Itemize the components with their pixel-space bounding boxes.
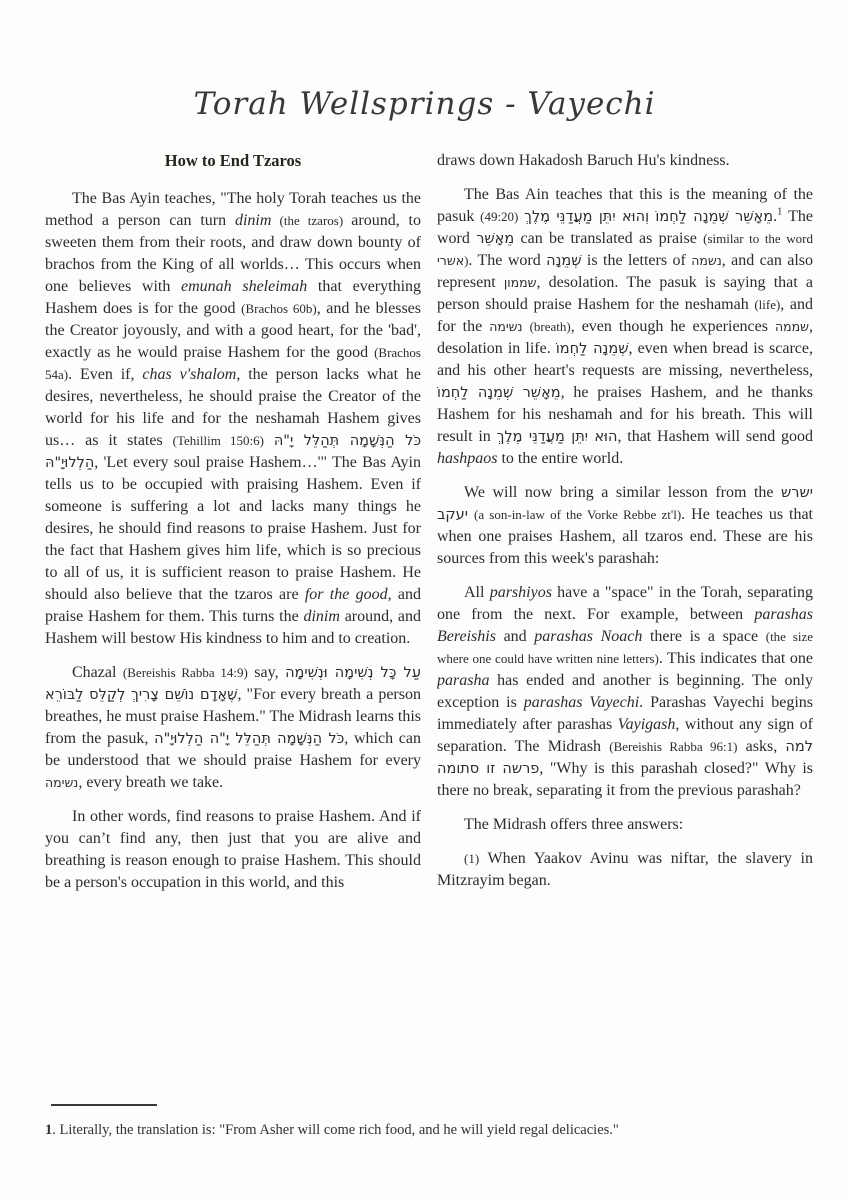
text-segment: draws down Hakadosh Baruch Hu's kindness. <box>437 152 730 169</box>
text-segment: say, <box>247 664 286 681</box>
text-segment: , every breath we take. <box>78 774 224 791</box>
text-segment: , without any sign of separation. The Midrash <box>437 716 813 755</box>
text-segment: The Midrash offers three answers: <box>464 816 684 833</box>
text-segment: . Parashas Vayechi begins immediately after parashas <box>437 694 813 733</box>
text-segment: , which can be understood that we should praise Hashem for every <box>45 730 421 769</box>
text-segment: can be translated as praise <box>514 230 704 247</box>
hebrew-text: עַל כָּל נְשִׁימָה וּנְשִׁימָה שֶׁאָדָם נוֹשֵׁם צָרִיךְ לְקַלֵּס לַבּוֹרֵא <box>45 665 421 703</box>
text-segment: (Bereishis Rabba 14:9) <box>122 665 248 680</box>
text-segment: (Brachos 60b) <box>241 301 317 316</box>
hebrew-text: נשימה <box>45 775 79 790</box>
text-segment: , "Why is this parashah closed?" Why is there no break, separating it from the previous parashah? <box>437 760 813 799</box>
text-segment: dinim <box>234 212 272 229</box>
hebrew-text: שממה <box>775 319 810 334</box>
paragraph <box>437 482 813 570</box>
text-segment: , desolation in life. <box>437 318 813 357</box>
text-segment: around, and Hashem will bestow His kindness to him and to creation. <box>45 608 421 647</box>
hebrew-text: מֵאָשֵׁר <box>476 231 515 247</box>
text-segment: (a son-in-law of the Vorke Rebbe zt'l) <box>473 507 682 522</box>
text-segment: hashpaos <box>437 450 498 467</box>
hebrew-text: נשימה <box>489 319 523 334</box>
text-segment: parashas Vayechi <box>523 694 640 711</box>
text-segment: around, to sweeten them from their roots, and draw down bounty of brachos from the King of all worlds… This occurs when one believes with <box>45 212 421 295</box>
text-segment <box>264 432 274 449</box>
text-segment: (Bereishis Rabba 96:1) <box>609 739 738 754</box>
text-segment: ) <box>464 253 469 268</box>
text-segment: In other words, find reasons to praise Hashem. And if you can’t find any, then just that you are alive and breathing is reason enough to praise Hashem. This should be a person's occupation in this world, and this <box>45 808 421 891</box>
text-segment: asks, <box>737 738 786 755</box>
text-segment: The word <box>437 208 813 247</box>
text-segment: parshiyos <box>489 584 552 601</box>
column-right <box>437 150 813 1104</box>
hebrew-text: מֵאָשֵׁר שְׁמֵנָה לַחְמוֹ <box>437 385 561 401</box>
text-segment <box>523 318 530 335</box>
text-segment: parashas Noach <box>534 628 643 645</box>
hebrew-text: מֵאָשֵׁר שְׁמֵנָה לַחְמוֹ וְהוּא יִתֵּן מַעֲדַנֵּי מֶלֶךְ <box>524 209 774 225</box>
footnote-block <box>45 1104 813 1140</box>
text-segment: chas v'shalom <box>142 366 237 383</box>
text-segment: , and praise Hashem for them. This turns the <box>45 586 421 625</box>
text-segment: , desolation. The pasuk is saying that a person should praise Hashem for the neshamah <box>437 274 813 313</box>
text-segment: , that Hashem will send good <box>617 428 813 445</box>
paragraph <box>437 814 813 836</box>
text-segment: . The word <box>468 252 547 269</box>
paragraph <box>45 662 421 794</box>
text-segment: . He teaches us that when one praises Hashem, all tzaros end. These are his sources from this week's parashah: <box>437 506 813 567</box>
hebrew-text: ישרש יעקב <box>437 485 813 523</box>
hebrew-text: שְׁמֵנָה לַחְמוֹ <box>555 341 629 357</box>
text-segment: , 'Let every soul praise Hashem…'" The Bas Ayin tells us to be occupied with praising Hashem. Even if someone is suffering a lot and lacks many things he desires, he should find reasons to praise Hashem. Just for the fact that Hashem gives him life, which is so precious to all of us, it is sufficient reason to praise Hashem. He should also believe that the tzaros are <box>45 454 421 603</box>
text-segment: (the size where one could have written nine letters) <box>437 629 813 666</box>
paragraph <box>437 848 813 892</box>
text-segment: The Bas Ain teaches that this is the meaning of the pasuk <box>437 186 813 225</box>
column-left <box>45 150 421 1104</box>
text-segment: for the good <box>304 586 388 603</box>
text-segment: (1) <box>464 851 480 866</box>
footnote-divider <box>51 1104 157 1106</box>
hebrew-text: שממון <box>503 275 537 290</box>
text-segment: , and can also represent <box>437 252 813 291</box>
paragraph <box>45 188 421 650</box>
text-segment: . This indicates that one <box>658 650 813 667</box>
text-segment: , the person lacks what he desires, nevertheless, he should praise the Creator of the world for his life and for the neshamah Hashem gives us… as it states <box>45 366 421 449</box>
text-segment: The Bas Ayin teaches, "The holy Torah teaches us the method a person can turn <box>45 190 421 229</box>
text-segment: (life) <box>754 297 781 312</box>
text-segment: , and he blesses the Creator joyously, and with a good heart, for the 'bad', exactly as he would praise Hashem for the good <box>45 300 421 361</box>
text-segment: that everything Hashem does is for the good <box>45 278 421 317</box>
text-segment: (the tzaros) <box>271 213 352 228</box>
text-segment: , even when bread is scarce, and his other heart's requests are missing, nevertheless, <box>437 340 813 379</box>
text-segment: parashas Bereishis <box>437 606 813 645</box>
text-segment: to the entire world. <box>497 450 624 467</box>
text-segment: there is a space <box>642 628 766 645</box>
text-segment: (similar to the word <box>703 231 813 246</box>
paragraph <box>437 184 813 470</box>
text-segment: , "For every breath a person breathes, he must praise Hashem." The Midrash learns this from the pasuk, <box>45 686 421 747</box>
text-segment: parasha <box>437 672 490 689</box>
text-segment: , he praises Hashem, and he thanks Hashem for his neshamah and for his breath. This will result in <box>437 384 813 445</box>
hebrew-text: אשרי <box>437 253 465 268</box>
text-segment: (49:20) <box>480 209 519 224</box>
paragraph <box>45 806 421 894</box>
text-segment: and <box>495 628 535 645</box>
footnote-text <box>45 1120 813 1140</box>
text-segment: emunah sheleimah <box>181 278 308 295</box>
text-segment: . Literally, the translation is: "From Asher will come rich food, and he will yield regal delicacies." <box>52 1122 619 1138</box>
hebrew-text: למה פרשה זו סתומה <box>437 739 813 777</box>
paragraph <box>437 582 813 802</box>
text-segment: (Brachos 54a) <box>45 345 421 382</box>
text-segment: When Yaakov Avinu was niftar, the slavery in Mitzrayim began. <box>437 850 813 889</box>
text-segment: (breath) <box>529 319 571 334</box>
text-segment: Chazal <box>72 664 123 681</box>
text-segment: . <box>773 208 778 225</box>
text-segment: All <box>464 584 490 601</box>
page-title: Torah Wellsprings - Vayechi <box>193 86 656 122</box>
text-segment: dinim <box>303 608 340 625</box>
paragraph <box>437 150 813 172</box>
hebrew-text: נשמה <box>691 253 722 268</box>
text-segment: We will now bring a similar lesson from the <box>464 484 782 501</box>
hebrew-text: הוּא יִתֵּן מַעֲדַנֵּי מֶלֶךְ <box>496 429 618 445</box>
text-segment: , even though he experiences <box>570 318 775 335</box>
text-segment: has ended and another is beginning. The only exception is <box>437 672 813 711</box>
text-segment: , and for the <box>437 296 813 335</box>
text-segment: . Even if, <box>68 366 143 383</box>
left-column-paragraphs <box>45 188 421 894</box>
right-column-paragraphs <box>437 150 813 892</box>
text-segment: (Tehillim 150:6) <box>172 433 264 448</box>
text-segment: 1 <box>45 1122 53 1138</box>
text-segment: 1 <box>777 206 783 218</box>
hebrew-text: כֹּל הַנְּשָׁמָה תְּהַלֵּל יָ"ה הַלְלוּיָ"ה <box>154 731 345 747</box>
text-segment: Vayigash <box>617 716 676 733</box>
text-segment: have a "space" in the Torah, separating one from the next. For example, between <box>437 584 813 623</box>
section-heading: How to End Tzaros <box>164 151 302 170</box>
text-segment: is the letters of <box>581 252 692 269</box>
hebrew-text: כֹּל הַנְּשָׁמָה תְּהַלֵּל יָ"הּ הַלְלוּיָ"הּ <box>45 433 421 471</box>
hebrew-text: שְׁמֵנָה <box>546 253 582 269</box>
